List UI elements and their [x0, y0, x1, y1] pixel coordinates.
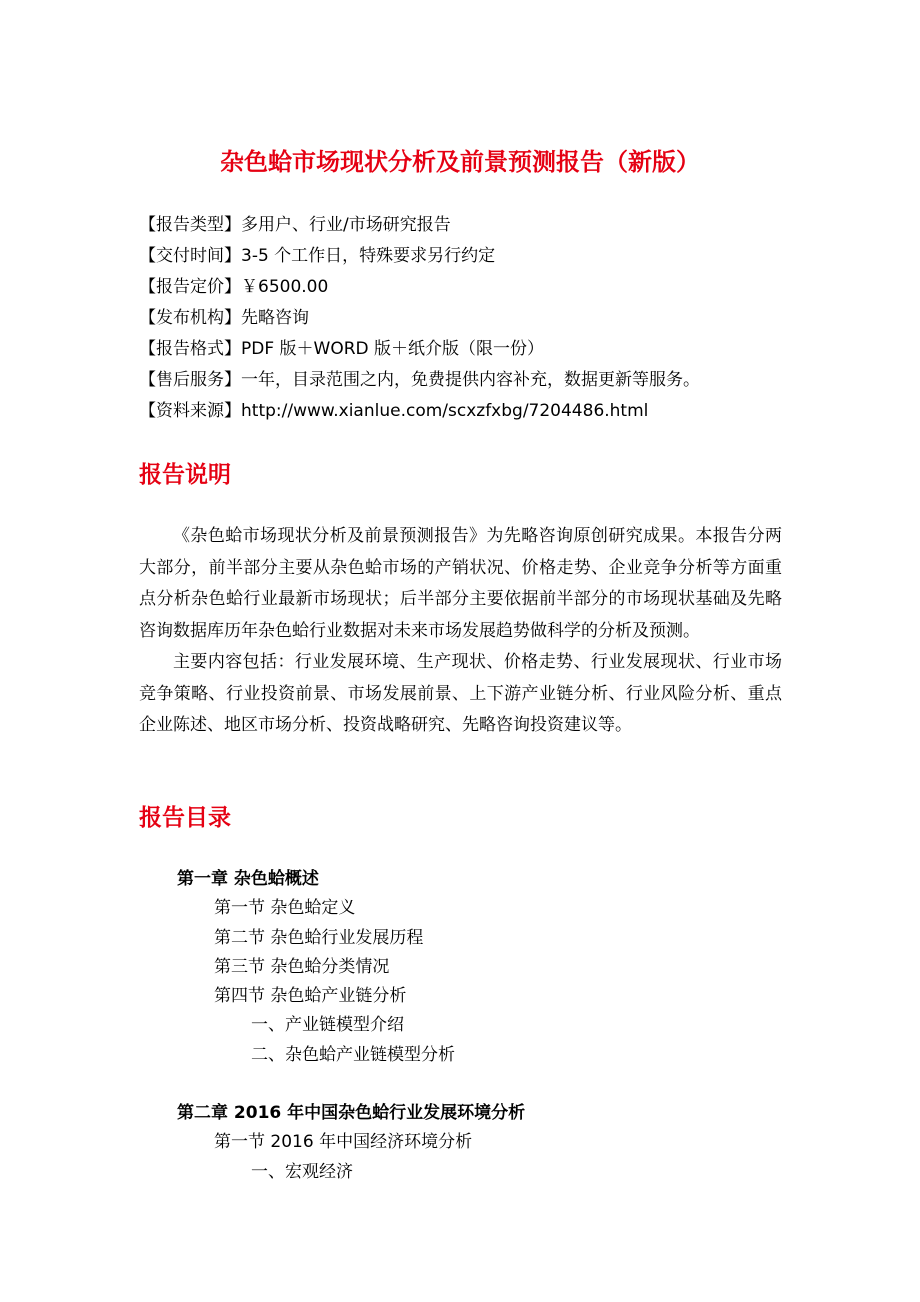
report-title: 杂色蛤市场现状分析及前景预测报告（新版） — [220, 148, 700, 176]
meta-delivery-time: 【交付时间】3-5 个工作日，特殊要求另行约定 — [139, 246, 496, 266]
description-paragraph: 主要内容包括：行业发展环境、生产现状、价格走势、行业发展现状、行业市场竞争策略、行业投资前景、市场发展前景、上下游产业链分析、行业风险分析、重点企业陈述、地区市场分析、投资战略研究、先略咨询投资建议等。 — [139, 652, 782, 735]
toc-subitem[interactable]: 一、宏观经济 — [251, 1161, 353, 1182]
toc-section[interactable]: 第四节 杂色蛤产业链分析 — [214, 986, 407, 1007]
toc-section[interactable]: 第一节 2016 年中国经济环境分析 — [214, 1132, 473, 1153]
report-meta-list — [139, 210, 839, 427]
description-body — [139, 521, 782, 742]
meta-price: 【报告定价】￥6500.00 — [139, 277, 329, 297]
toc-section[interactable]: 第三节 杂色蛤分类情况 — [214, 956, 390, 977]
meta-publisher: 【发布机构】先略咨询 — [139, 308, 309, 328]
meta-source-link[interactable]: 【资料来源】http://www.xianlue.com/scxzfxbg/7204486.html — [139, 401, 649, 421]
toc-heading: 报告目录 — [139, 805, 231, 831]
toc-section[interactable]: 第二节 杂色蛤行业发展历程 — [214, 927, 424, 948]
meta-after-sales: 【售后服务】一年，目录范围之内，免费提供内容补充，数据更新等服务。 — [139, 370, 700, 390]
meta-format: 【报告格式】PDF 版＋WORD 版＋纸介版（限一份） — [139, 339, 545, 359]
table-of-contents — [139, 865, 819, 1187]
meta-report-type: 【报告类型】多用户、行业/市场研究报告 — [139, 215, 451, 235]
description-paragraph: 《杂色蛤市场现状分析及前景预测报告》为先略咨询原创研究成果。本报告分两大部分，前半部分主要从杂色蛤市场的产销状况、价格走势、企业竞争分析等方面重点分析杂色蛤行业最新市场现状；后半部分主要依据前半部分的市场现状基础及先略咨询数据库历年杂色蛤行业数据对未来市场发展趋势做科学的分析及预测。 — [139, 526, 782, 641]
toc-subitem[interactable]: 二、杂色蛤产业链模型分析 — [251, 1044, 455, 1065]
description-heading: 报告说明 — [139, 462, 231, 488]
toc-section[interactable]: 第一节 杂色蛤定义 — [214, 898, 356, 919]
toc-chapter[interactable]: 第二章 2016 年中国杂色蛤行业发展环境分析 — [177, 1103, 526, 1124]
toc-subitem[interactable]: 一、产业链模型介绍 — [251, 1015, 404, 1036]
toc-chapter[interactable]: 第一章 杂色蛤概述 — [177, 869, 319, 889]
